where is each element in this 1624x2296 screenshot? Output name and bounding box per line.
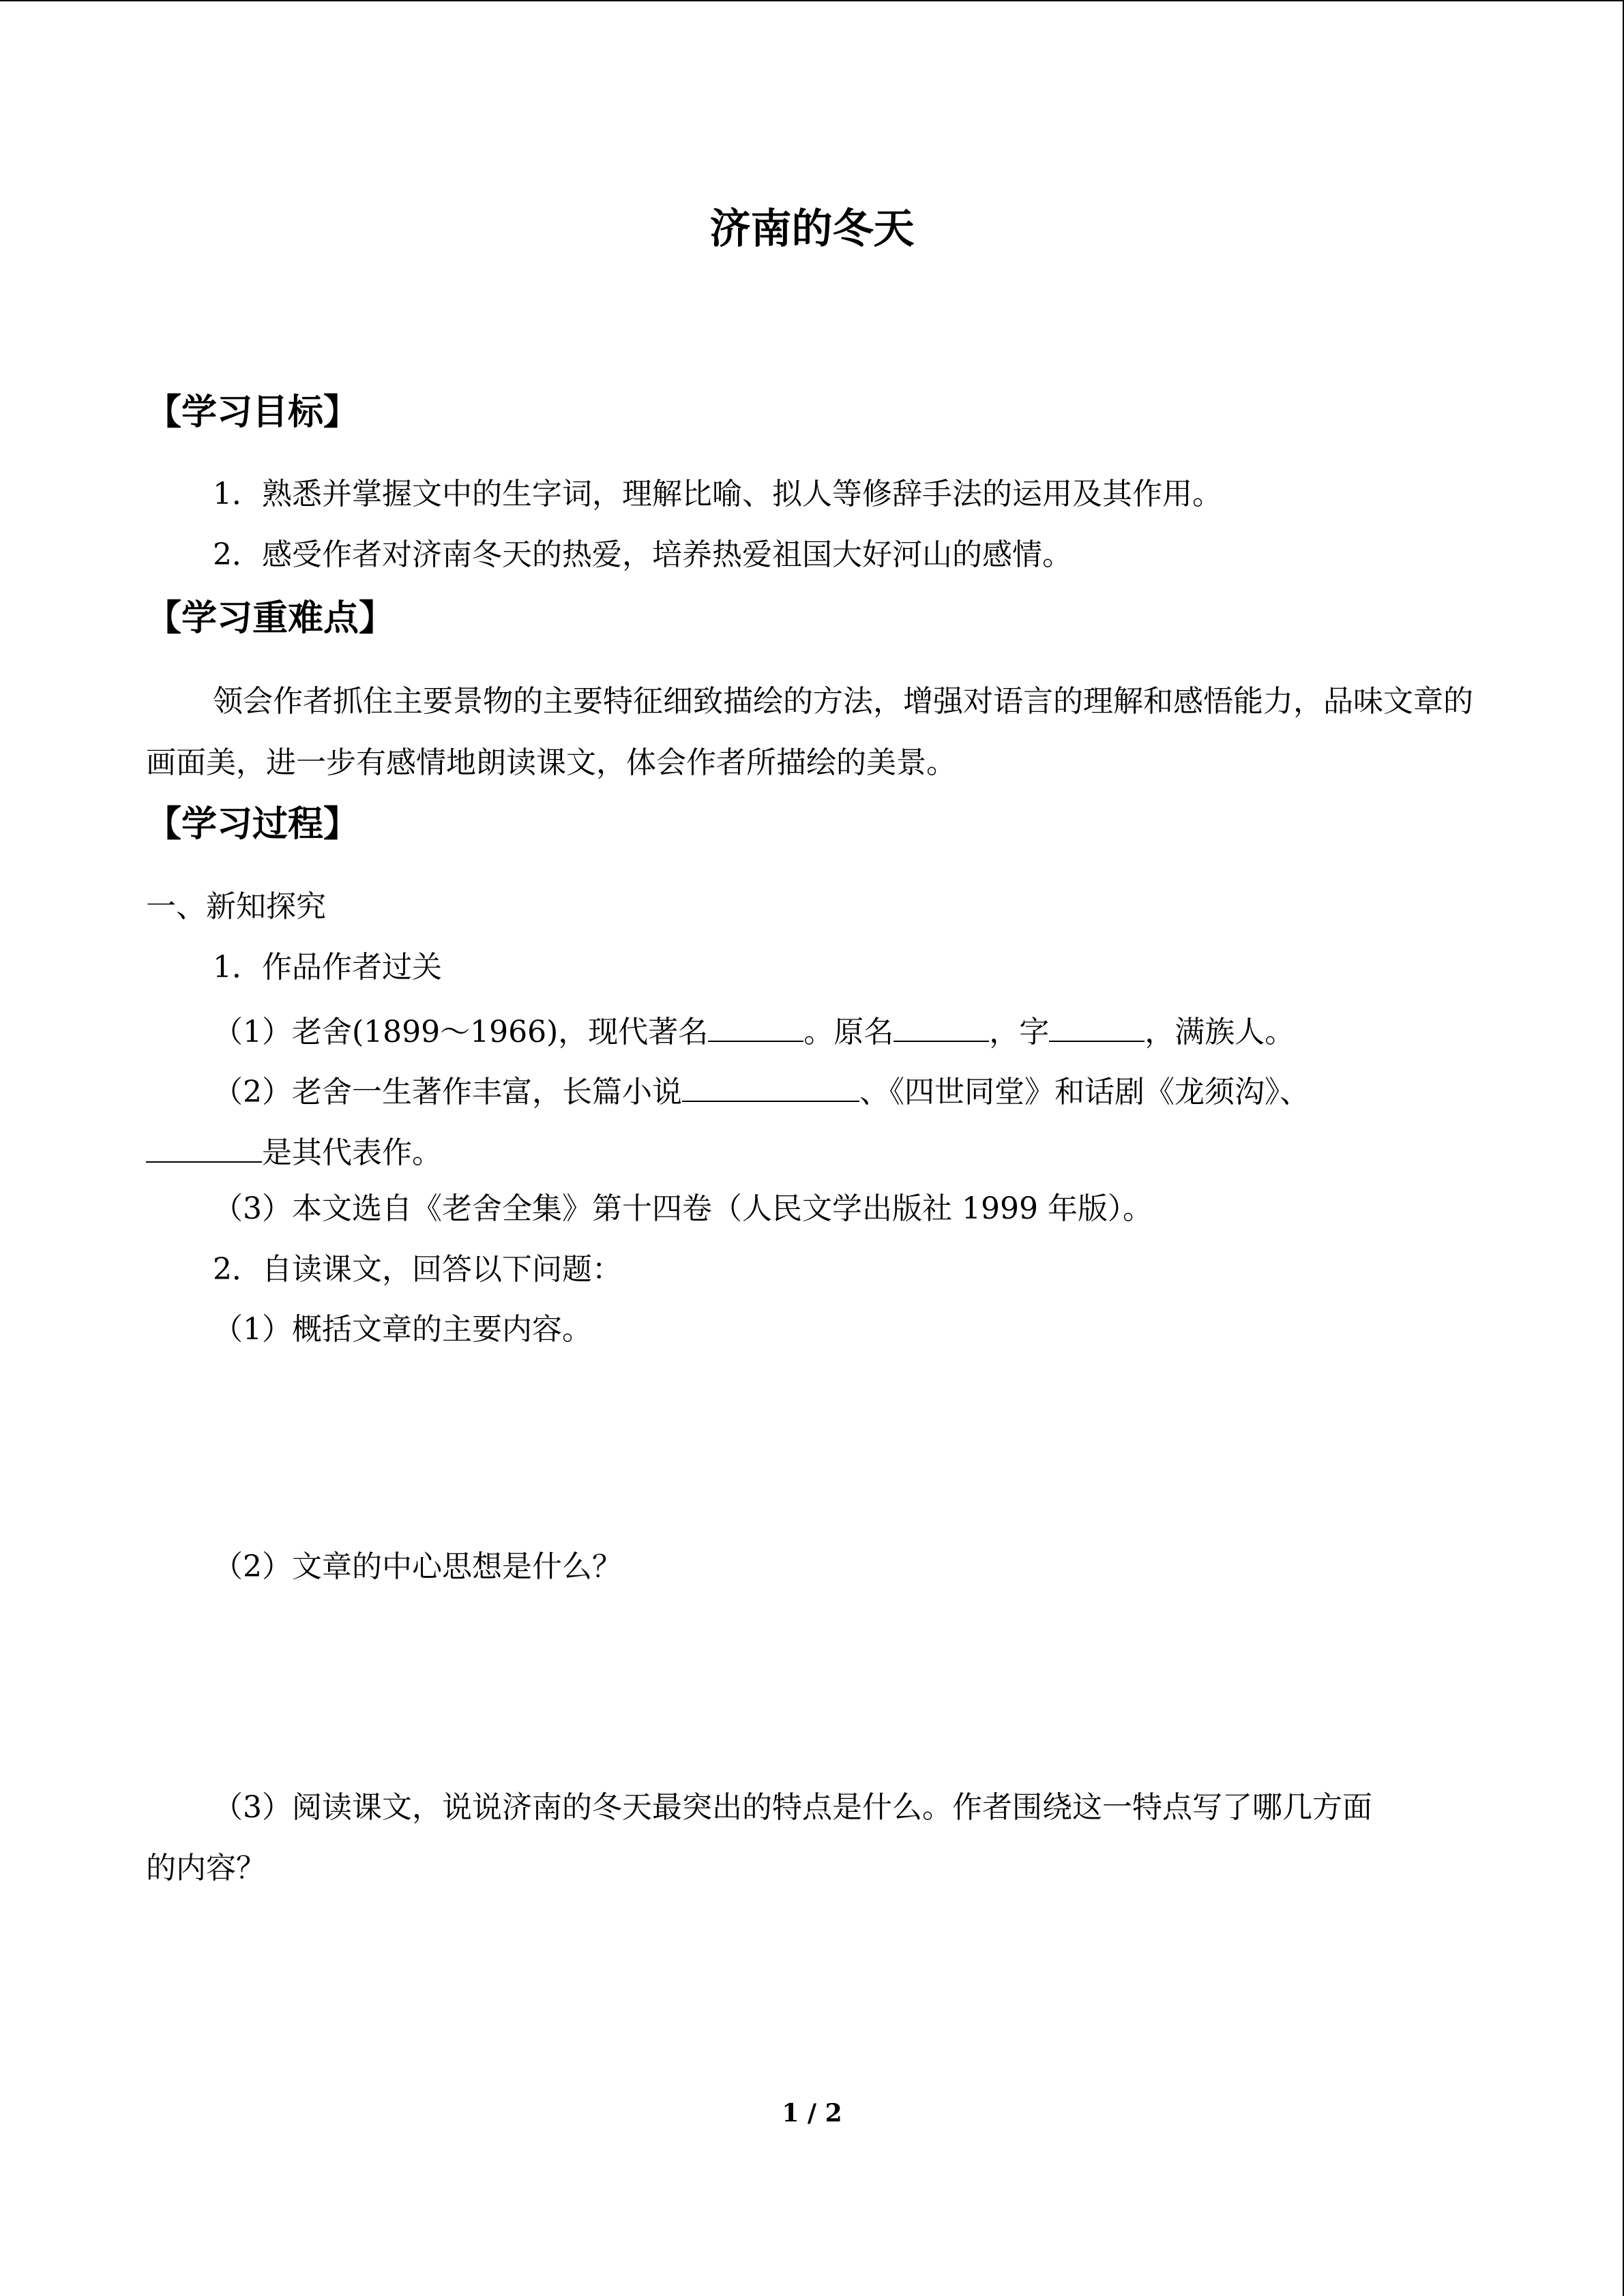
question-2-3-line-1: （3）阅读课文，说说济南的冬天最突出的特点是什么。作者围绕这一特点写了哪几方面 <box>213 1790 1372 1825</box>
question-1-2-text-b: 、《四世同堂》和话剧《龙须沟》、 <box>859 1075 1310 1109</box>
question-1-1-text-b: 。原名 <box>803 1015 894 1049</box>
goal-item-2: 2．感受作者对济南冬天的热爱，培养热爱祖国大好河山的感情。 <box>213 537 1072 572</box>
question-1-1-text-a: （1）老舍(1899～1966)，现代著名 <box>213 1015 709 1049</box>
question-1-2 <box>213 1071 1310 1111</box>
question-1-2-text-c: 是其代表作。 <box>262 1135 442 1170</box>
blank-drama[interactable] <box>146 1131 262 1163</box>
heading-learning-goals: 【学习目标】 <box>146 392 359 433</box>
heading-learning-process: 【学习过程】 <box>146 804 359 845</box>
question-1-1-text-d: ，满族人。 <box>1145 1015 1295 1049</box>
question-1-1-text-c: ，字 <box>989 1015 1050 1049</box>
question-1-1 <box>213 1011 1295 1051</box>
question-2-1: （1）概括文章的主要内容。 <box>213 1312 592 1347</box>
question-2-3-line-2: 的内容？ <box>146 1851 266 1885</box>
question-1-2-continued <box>146 1131 442 1172</box>
page-title: 济南的冬天 <box>709 205 915 253</box>
blank-courtesy-name[interactable] <box>1049 1011 1145 1042</box>
heading-key-points: 【学习重难点】 <box>146 598 395 639</box>
goal-item-1: 1．熟悉并掌握文中的生字词，理解比喻、拟人等修辞手法的运用及其作用。 <box>213 477 1222 511</box>
key-points-paragraph: 领会作者抓住主要景物的主要特征细致描绘的方法，增强对语言的理解和感悟能力，品味文章的画面美，进一步有感情地朗读课文，体会作者所描绘的美景。 <box>146 684 1473 780</box>
blank-original-name[interactable] <box>894 1011 989 1042</box>
question-1-2-text-a: （2）老舍一生著作丰富，长篇小说 <box>213 1075 682 1109</box>
page-number: 1 / 2 <box>782 2099 842 2128</box>
question-2-title: 2．自读课文，回答以下问题： <box>213 1252 622 1287</box>
blank-occupation[interactable] <box>708 1011 803 1042</box>
part-one-title: 一、新知探究 <box>146 889 326 924</box>
question-2-2: （2）文章的中心思想是什么？ <box>213 1549 622 1584</box>
question-1-3: （3）本文选自《老舍全集》第十四卷（人民文学出版社 1999 年版）。 <box>213 1191 1153 1226</box>
blank-novel[interactable] <box>682 1071 859 1102</box>
question-1-title: 1．作品作者过关 <box>213 950 442 985</box>
